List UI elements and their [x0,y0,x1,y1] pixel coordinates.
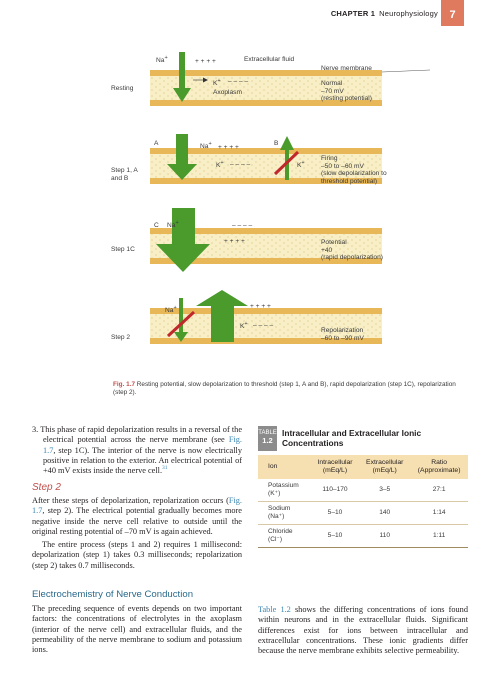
stage-label-step2: Step 2 [111,334,131,341]
col-intracellular: Intracellular (mEq/L) [311,455,359,479]
extracellular-label: Extracellular fluid [244,56,295,63]
repolarization-desc: Repolarization –60 to –90 mV [321,327,364,342]
table-tag: TABLE 1.2 [258,426,277,451]
table-row: Chloride (Cl⁻) 5–10 110 1:11 [258,525,468,548]
table-link[interactable]: Table 1.2 [258,605,291,614]
step2-heading: Step 2 [32,482,61,493]
firing-desc: Firing –50 to –60 mV (slow depolarization to threshold potential) [321,155,387,185]
minus-charges: – – – – [228,78,249,85]
label-b: B [274,140,279,147]
k-label-2: K+ [216,160,224,170]
resting-desc: Normal –70 mV (resting potential) [321,80,372,103]
fig-link-2[interactable]: Fig. 1.7 [32,496,242,516]
label-c: C [154,222,159,229]
minus-charges-2: – – – – [230,161,251,168]
potential-desc: Potential +40 (rapid depolarization) [321,239,383,262]
plus-charges-2: + + + + [218,144,239,151]
table-row: Potassium (K⁺) 110–170 3–5 27:1 [258,479,468,502]
running-head [331,9,438,18]
k-label: K+ [213,78,221,88]
electrochem-body: The preceding sequence of events depends on two important factors: the concentrations of electrolytes in the axoplasm (interior of the nerve cell) and extracellular fluids, and the permeability of the nerve membrane to sodium and potassium ions. [32,604,242,655]
label-a: A [154,140,159,147]
axoplasm-label: Axoplasm [213,89,242,96]
col-ratio: Ratio (Approximate) [410,455,468,479]
stage-label-step1ab: Step 1, A and B [111,167,138,182]
k-label-4: K+ [240,321,248,331]
k-label-3: K+ [297,160,305,170]
figure-caption: Fig. 1.7 Resting potential, slow depolarization to threshold (step 1, A and B), rapid depolarization (step 1C), repolarization (step 2). [113,381,456,397]
electrochem-heading: Electrochemistry of Nerve Conduction [32,589,194,600]
fig-link[interactable]: Fig. 1.7 [43,435,242,455]
table-header-row [258,455,468,479]
chapter-number: CHAPTER 1 [330,9,376,18]
plus-charges: + + + + [195,58,216,65]
minus-charges-3: – – – – [232,222,253,229]
membrane-leader [382,70,430,72]
na-label-2: Na+ [200,141,212,151]
plus-charges-4: + + + + [250,303,271,310]
na-label-4: Na+ [165,305,177,315]
right-column-body: Table 1.2 shows the differing concentrations of ions found within neurons and in the extracellular fluids. Significant differences exist for ions between intracellular and extracellular concentrations. These ionic gradients differ because the nerve membrane exhibits selective permeability. [258,605,468,656]
caption-label: Fig. 1.7 [113,381,136,388]
left-column-item3: 3. This phase of rapid depolarization results in a reversal of the electrical potential across the nerve membrane (see Fig. 1.7, step 1C). The interior of the nerve is now electrically positive in relation to the exterior. An electrical potential of +40 mV exists inside the nerve cell.$^{31}$ [32,425,242,476]
minus-charges-4: – – – – [253,322,274,329]
step2-body: After these steps of depolarization, repolarization occurs (Fig. 1.7, step 2). The electrical potential gradually becomes more negative inside the nerve cell relative to outside until the original resting potential of –70 mV is again achieved. The entire process (steps 1 and 2) requires 1 millisecond: depolarization (step 1) takes 0.3 milliseconds; repolarization (step 2) takes 0.7 milliseconds. [32,496,242,570]
page-number: 7 [441,0,464,26]
na-label-3: Na+ [167,220,179,230]
ion-table [258,455,468,548]
figure-nerve-conduction [110,40,490,360]
chapter-title: Neurophysiology [379,9,438,18]
membrane-label: Nerve membrane [321,65,372,72]
page-header [0,0,500,26]
col-ion: Ion [258,455,311,479]
na-label: Na+ [156,55,168,65]
plus-charges-3: + + + + [224,238,245,245]
stage-label-resting: Resting [111,85,134,92]
reference[interactable]: 31 [162,465,168,472]
table-title: Intracellular and Extracellular Ionic Concentrations [282,428,422,448]
table-row: Sodium (Na⁺) 5–10 140 1:14 [258,502,468,525]
stage-label-step1c: Step 1C [111,246,135,253]
col-extracellular: Extracellular (mEq/L) [359,455,410,479]
